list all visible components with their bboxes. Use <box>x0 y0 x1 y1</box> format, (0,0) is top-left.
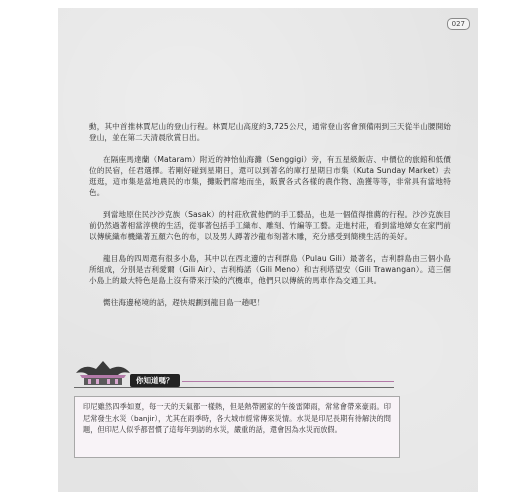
did-you-know-header <box>74 359 394 389</box>
paragraph-3: 到當地原住民沙沙克族（Sasak）的村莊欣賞他們的手工藝品，也是一個值得推薦的行程。沙沙克族目前仍然過著相當淳樸的生活，從事著包括手工織布、雕刻、竹編等工藝。走進村莊，看到當地婦女在家門前以傳統織布機織著五顏六色的布，以及男人蹲著沙龍布刻著木雕，充分感受到簡樸生活的美好。 <box>89 210 451 241</box>
pagoda-roof-icon <box>74 359 132 387</box>
did-you-know-box <box>74 396 400 458</box>
paragraph-5: 嚮往海邊秘境的話，趕快規劃到龍目島一趟吧！ <box>103 298 265 307</box>
box-title: 你知道嗎？ <box>130 374 180 387</box>
paragraph-1: 動，其中首推林賈尼山的登山行程。林賈尼山高度約3,725公尺，通常登山客會預備兩到三天從半山腰開始登山，並在第二天清晨欣賞日出。 <box>89 122 451 142</box>
body-text <box>89 121 451 319</box>
paragraph-2: 在隔座馬達蘭（Mataram）附近的神怡仙海灘（Senggigi）旁，有五星級飯店、中價位的旅館和低價位的民宿，任君選擇。若剛好碰到星期日，還可以到著名的庫打星期日市集（Kuta Sunday Market）去逛逛，這市集是當地農民的市集，攤販們席地而坐，販賣各式各樣的農作物、漁獲等等，非常具有當地特色。 <box>89 155 451 197</box>
header-underline <box>74 387 394 388</box>
box-text: 印尼雖然四季如夏，每一天的天氣都一樣熱，但是熱帶國家的午後雷陣雨，常常會帶來豪雨。印尼常發生水災（banjir），尤其在雨季時，各大城市經常傳來災情。水災是印尼長期有待解決的問題，但印尼人似乎都習慣了這每年到訪的水災，嚴重的話，還會因為水災而放假。 <box>83 402 391 434</box>
page-number: 027 <box>447 18 470 30</box>
header-rule <box>182 381 394 382</box>
paragraph-4: 龍目島的四周還有很多小島，其中以在西北邊的吉利群島（Pulau Gili）最著名，吉利群島由三個小島所組成，分別是吉利愛爾（Gili Air）、吉利梅諾（Gili Meno）和吉利塔望安（Gili Trawangan）。這三個小島上的最大特色是島上沒有帶來汙染的汽機車，他們只以傳統的馬車作為交通工具。 <box>89 254 451 285</box>
